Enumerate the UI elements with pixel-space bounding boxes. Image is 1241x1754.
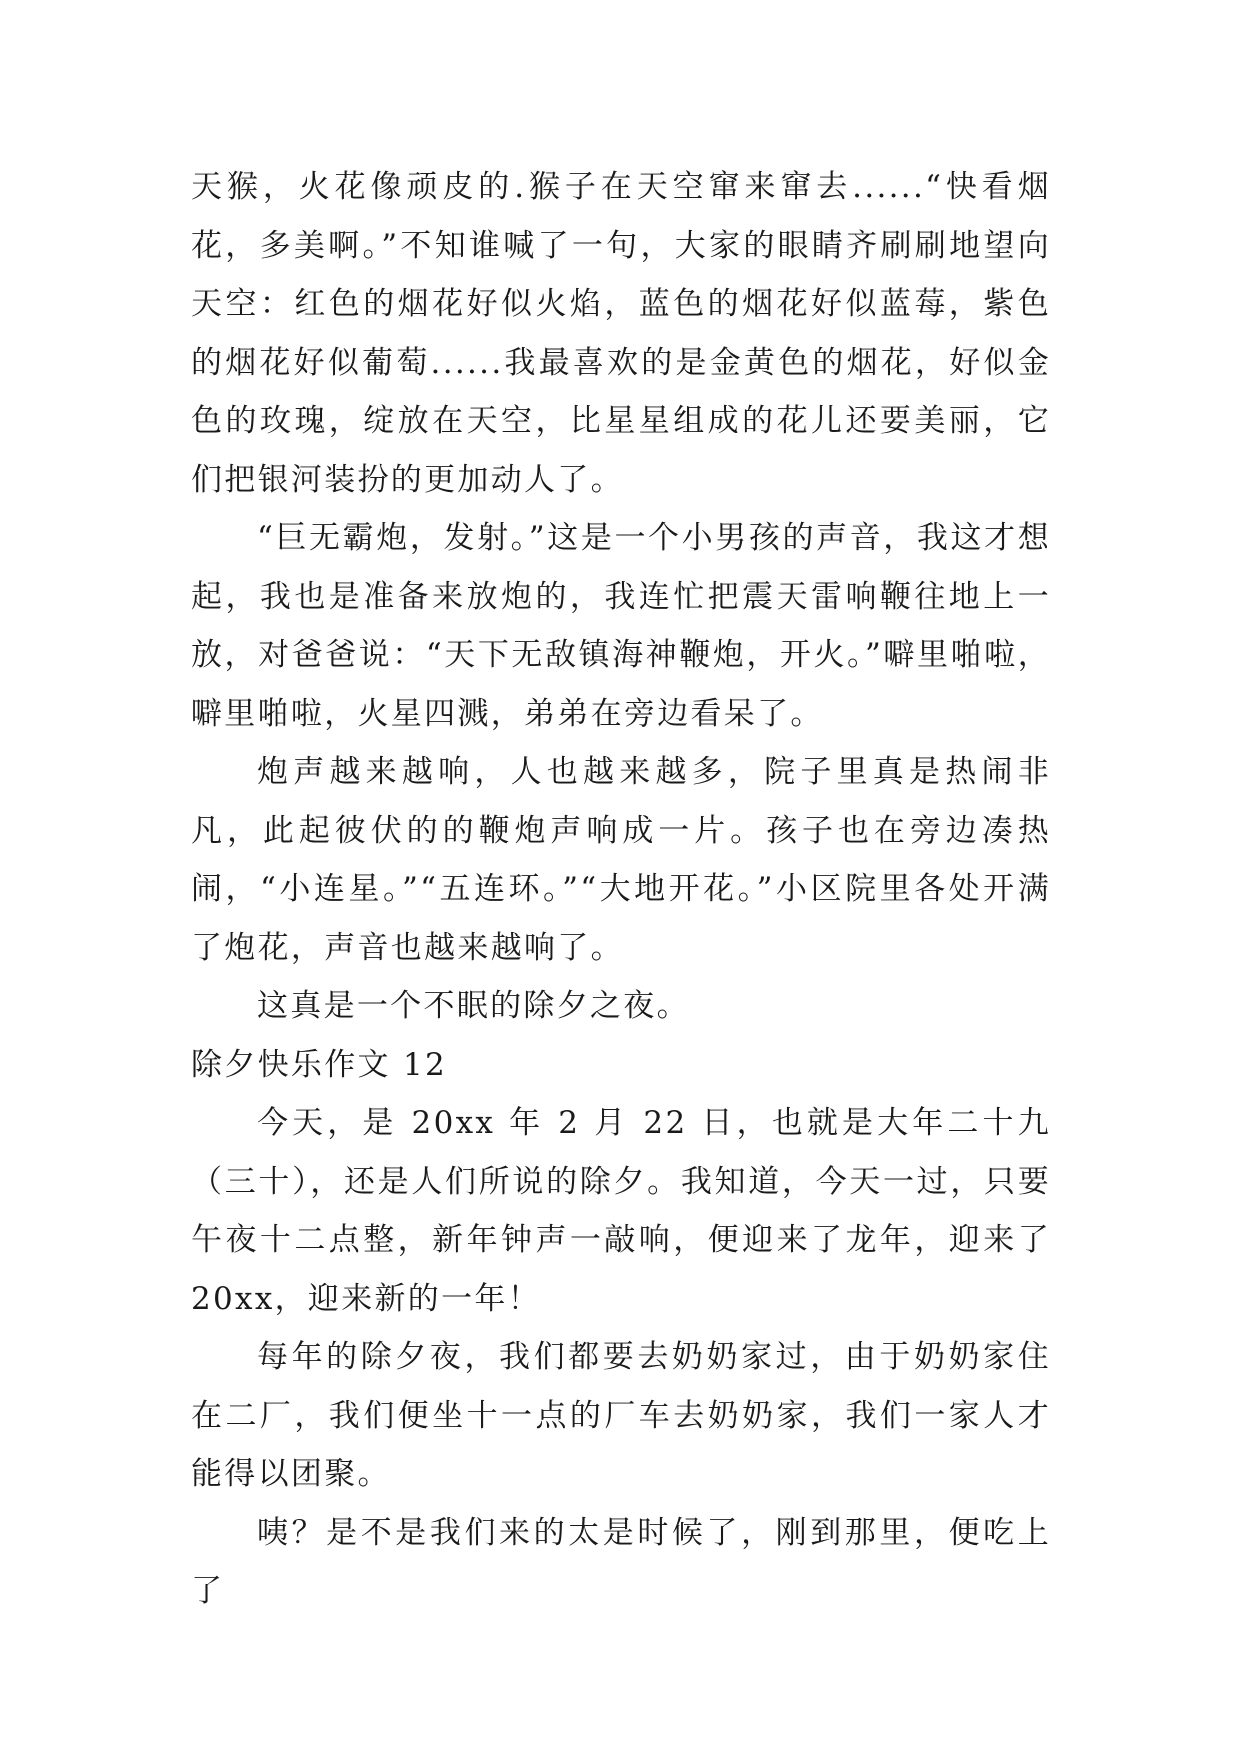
paragraph-grandma-house: 每年的除夕夜，我们都要去奶奶家过，由于奶奶家住在二厂，我们便坐十一点的厂车去奶奶家，我们一家人才能得以团聚。 xyxy=(191,1339,1051,1492)
paragraph-fireworks: 天猴，火花像顽皮的.猴子在天空窜来窜去......“快看烟花，多美啊。”不知谁喊了一句，大家的眼睛齐刷刷地望向天空：红色的烟花好似火焰，蓝色的烟花好似蓝莓，紫色的烟花好似葡萄......我最喜欢的是金黄色的烟花，好似金色的玫瑰，绽放在天空，比星星组成的花儿还要美丽，它们把银河装扮的更加动人了。 xyxy=(191,169,1051,498)
essay-heading: 除夕快乐作文 12 xyxy=(191,1046,447,1083)
paragraph-arrival: 咦？是不是我们来的太是时候了，刚到那里，便吃上了 xyxy=(191,1514,1051,1609)
paragraph-sleepless-night: 这真是一个不眠的除夕之夜。 xyxy=(257,988,690,1024)
paragraph-firecracker: “巨无霸炮，发射。”这是一个小男孩的声音，我这才想起，我也是准备来放炮的，我连忙把震天雷响鞭往地上一放，对爸爸说：“天下无敌镇海神鞭炮，开火。”噼里啪啦，噼里啪啦，火星四溅，弟弟在旁边看呆了。 xyxy=(191,520,1051,732)
document-body xyxy=(191,158,1051,1621)
paragraph-new-year-eve-date: 今天，是 20xx 年 2 月 22 日，也就是大年二十九（三十），还是人们所说的除夕。我知道，今天一过，只要午夜十二点整，新年钟声一敲响，便迎来了龙年，迎来了 20xx，迎来新的一年！ xyxy=(191,1105,1051,1317)
paragraph-courtyard: 炮声越来越响，人也越来越多，院子里真是热闹非凡，此起彼伏的的鞭炮声响成一片。孩子也在旁边凑热闹，“小连星。”“五连环。”“大地开花。”小区院里各处开满了炮花，声音也越来越响了。 xyxy=(191,754,1051,966)
